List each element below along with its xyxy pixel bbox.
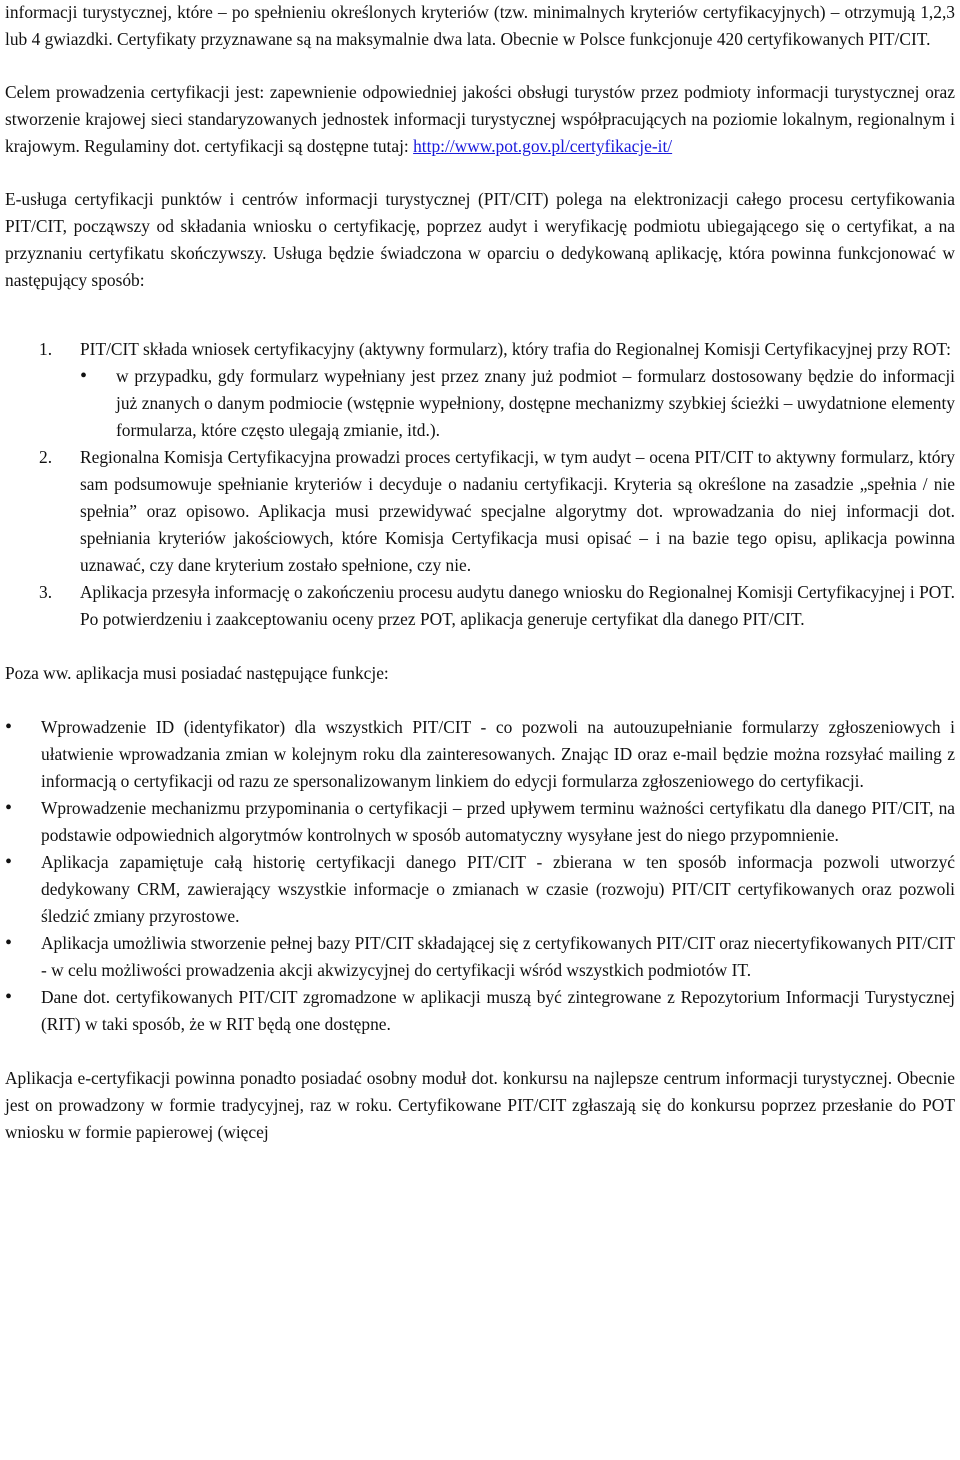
document-page xyxy=(5,0,955,1146)
intro-paragraph-1: informacji turystycznej, które – po spełnieniu określonych kryteriów (tzw. minimalnych kryteriów certyfikacyjnych) – otrzymują 1,2,3 lub 4 gwiazdki. Certyfikaty przyznawane są na maksymalnie dwa lata. Obecnie w Polsce funkcjonuje 420 certyfikowanych PIT/CIT. xyxy=(5,2,955,49)
step-sub-item: • w przypadku, gdy formularz wypełniany jest przez znany już podmiot – formularz dostosowany będzie do informacji już znanych o danym podmiocie (wstępnie wypełniony, dostępne mechanizmy szybkiej ścieżki – uwydatnione elementy formularza, które często ulegają zmianie, itd.). xyxy=(5,363,955,444)
intro-paragraph-2 xyxy=(5,79,955,160)
step-number: 2. xyxy=(39,447,53,467)
regulations-link[interactable]: http://www.pot.gov.pl/certyfikacje-it/ xyxy=(413,136,673,156)
spacer xyxy=(5,53,955,79)
functions-list xyxy=(0,714,955,1038)
process-step xyxy=(5,579,955,633)
step-text: Regionalna Komisja Certyfikacyjna prowadzi proces certyfikacji, w tym audyt – ocena PIT/CIT to aktywny formularz, który sam podsumowuje spełnianie kryteriów i decyduje o nadaniu certyfikacji. Kryteria są określone na zasadzie „spełnia / nie spełnia” oraz opisowo. Aplikacja musi przewidywać specjalne algorytmy dot. wprowadzania do niej informacji dot. spełniania kryteriów jakościowych, które Komisja Certyfikacja musi opisać – i na bazie tego opisu, aplikacja powinna uznawać, czy dane kryterium zostało spełnione, czy nie. xyxy=(80,447,955,575)
function-item: • Wprowadzenie mechanizmu przypominania o certyfikacji – przed upływem terminu ważności certyfikatu dla danego PIT/CIT, na podstawie odpowiednich algorytmów kontrolnych w sposób automatyczny wysyłane jest do niego przypomnienie. xyxy=(0,795,955,849)
intro-paragraph-3: E-usługa certyfikacji punktów i centrów informacji turystycznej (PIT/CIT) polega na elektronizacji całego procesu certyfikowania PIT/CIT, począwszy od składania wniosku o certyfikację, poprzez audyt i weryfikację podmiotu ubiegającego się o certyfikat, a na przyznaniu certyfikatu skończywszy. Usługa będzie świadczona w oparciu o dedykowaną aplikację, która powinna funkcjonować w następujący sposób: xyxy=(5,189,955,290)
function-item: • Dane dot. certyfikowanych PIT/CIT zgromadzone w aplikacji muszą być zintegrowane z Repozytorium Informacji Turystycznej (RIT) w taki sposób, że w RIT będą one dostępne. xyxy=(0,984,955,1038)
process-step xyxy=(5,336,955,444)
step-sub-list xyxy=(5,363,955,444)
step-number: 3. xyxy=(39,582,53,602)
spacer xyxy=(5,1038,955,1065)
function-item: • Wprowadzenie ID (identyfikator) dla wszystkich PIT/CIT - co pozwoli na autouzupełnianie formularzy zgłoszeniowych i ułatwienie wprowadzania zmian w kolejnym roku dla zainteresowanych. Znając ID oraz e-mail będzie można rozsyłać mailing z informacją o certyfikacji od razu ze spersonalizowanym linkiem do edycji formularza zgłoszeniowego do certyfikacji. xyxy=(0,714,955,795)
functions-heading: Poza ww. aplikacja musi posiadać następujące funkcje: xyxy=(5,663,389,683)
step-number: 1. xyxy=(39,339,53,359)
closing-paragraph: Aplikacja e-certyfikacji powinna ponadto posiadać osobny moduł dot. konkursu na najlepsze centrum informacji turystycznej. Obecnie jest on prowadzony w formie tradycyjnej, raz w roku. Certyfikowane PIT/CIT zgłaszają się do konkursu poprzez przesłanie do POT wniosku w formie papierowej (więcej xyxy=(5,1068,955,1142)
spacer xyxy=(5,160,955,186)
step-text: Aplikacja przesyła informację o zakończeniu procesu audytu danego wniosku do Regionalnej Komisji Certyfikacyjnej i POT. Po potwierdzeniu i zaakceptowaniu oceny przez POT, aplikacja generuje certyfikat dla danego PIT/CIT. xyxy=(80,582,955,629)
function-item: • Aplikacja umożliwia stworzenie pełnej bazy PIT/CIT składającej się z certyfikowanych PIT/CIT oraz niecertyfikowanych PIT/CIT - w celu możliwości prowadzenia akcji akwizycyjnej do certyfikacji wśród wszystkich podmiotów IT. xyxy=(0,930,955,984)
spacer xyxy=(5,633,955,660)
process-steps-list xyxy=(5,336,955,633)
spacer xyxy=(5,294,955,336)
process-step xyxy=(5,444,955,579)
spacer xyxy=(5,687,955,714)
step-text: PIT/CIT składa wniosek certyfikacyjny (aktywny formularz), który trafia do Regionalnej Komisji Certyfikacyjnej przy ROT: xyxy=(80,339,952,359)
intro-paragraph-2-text: Celem prowadzenia certyfikacji jest: zapewnienie odpowiedniej jakości obsługi turystów przez podmioty informacji turystycznej oraz stworzenie krajowej sieci standaryzowanych jednostek informacji turystycznej współpracujących na poziomie lokalnym, regionalnym i krajowym. Regulaminy dot. certyfikacji są dostępne tutaj: xyxy=(5,82,955,156)
function-item: • Aplikacja zapamiętuje całą historię certyfikacji danego PIT/CIT - zbierana w ten sposób informacja pozwoli utworzyć dedykowany CRM, zawierający wszystkie informacje o zmianach w czasie (rozwoju) PIT/CIT certyfikowanych oraz pozwoli śledzić zmiany przyrostowe. xyxy=(0,849,955,930)
